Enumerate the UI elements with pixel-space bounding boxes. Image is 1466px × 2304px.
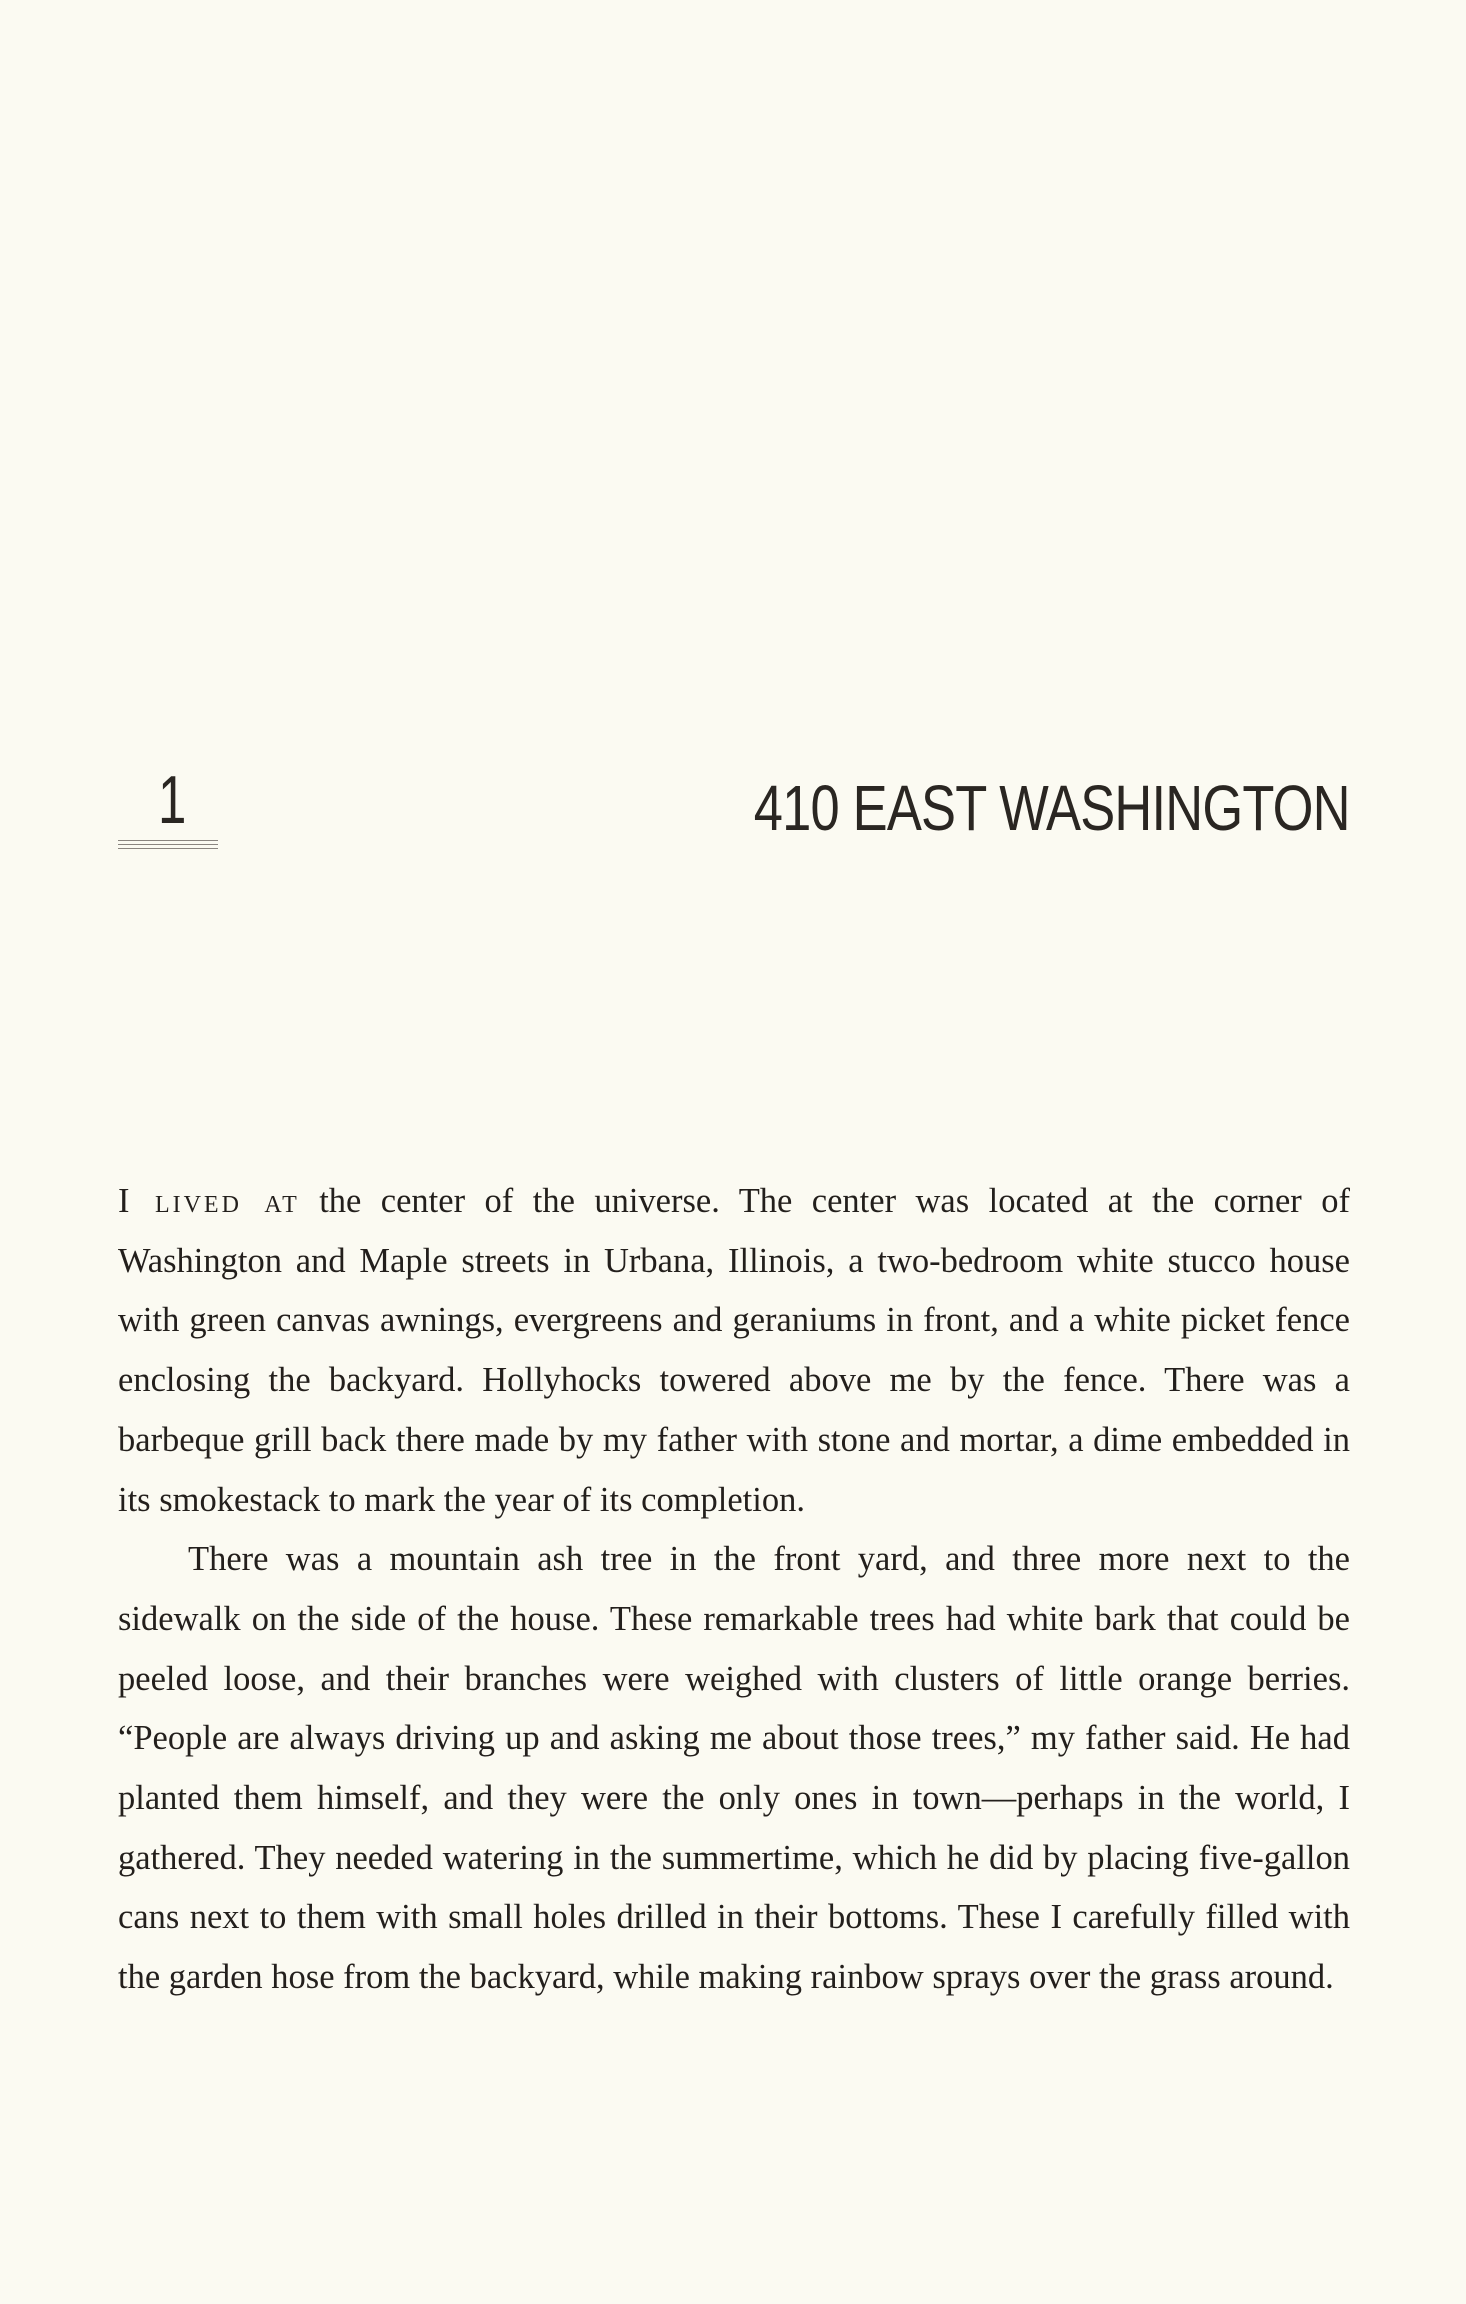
chapter-title: 410 EAST WASHINGTON	[754, 772, 1350, 844]
chapter-number-rule	[118, 840, 218, 854]
paragraph-lead-in: I lived at	[118, 1182, 300, 1220]
chapter-body	[118, 1172, 1350, 2008]
chapter-header	[118, 760, 1350, 880]
chapter-number: 1	[158, 762, 187, 838]
paragraph-1-text: the center of the universe. The center was located at the corner of Washington and Maple streets in Urbana, Illinois, a two-bedroom white stucco house with green canvas awnings, evergreens and geraniums in front, and a white picket fence enclosing the backyard. Hollyhocks towered above me by the fence. There was a barbeque grill back there made by my father with stone and mortar, a dime embedded in its smokestack to mark the year of its completion.	[118, 1182, 1350, 1519]
paragraph-1	[118, 1172, 1350, 1530]
paragraph-2: There was a mountain ash tree in the front yard, and three more next to the sidewalk on the side of the house. These remarkable trees had white bark that could be peeled loose, and their branches were weighed with clusters of little orange berries. “People are always driving up and asking me about those trees,” my father said. He had planted them himself, and they were the only ones in town—perhaps in the world, I gathered. They needed watering in the summertime, which he did by placing five-gallon cans next to them with small holes drilled in their bottoms. These I carefully filled with the garden hose from the backyard, while making rainbow sprays over the grass around.	[118, 1540, 1350, 1997]
